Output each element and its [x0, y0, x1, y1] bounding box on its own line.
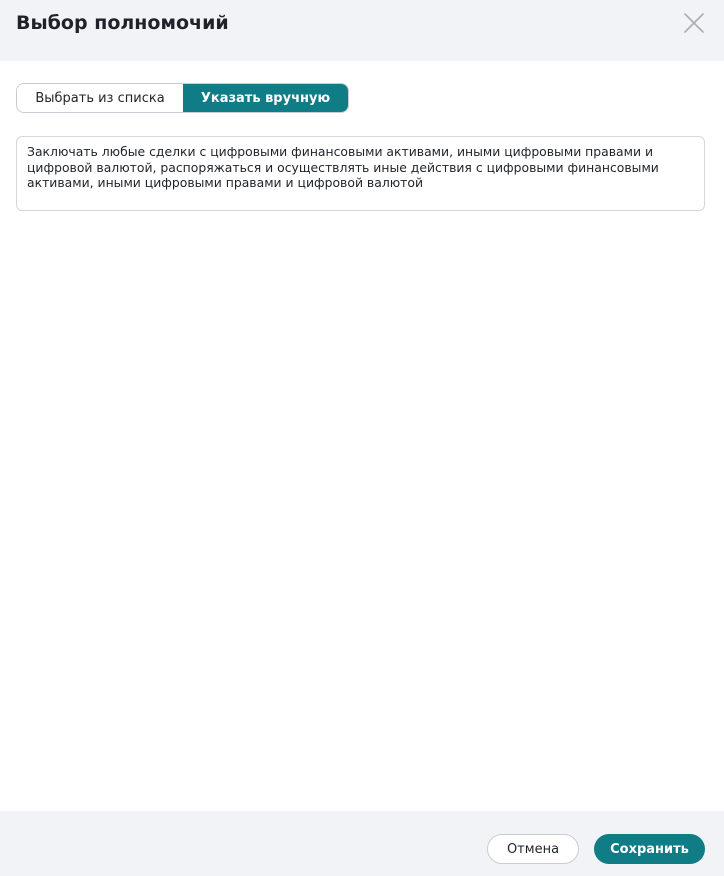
dialog-footer [0, 811, 724, 876]
manual-permissions-textarea[interactable]: Заключать любые сделки с цифровыми финансовыми активами, иными цифровыми правами и цифровой валютой, распоряжаться и осуществлять иные действия с цифровыми финансовыми активами, иными цифровыми правами и цифровой валютой [16, 136, 705, 211]
dialog-title: Выбор полномочий [16, 12, 229, 34]
close-icon [682, 11, 706, 35]
tab-select-from-list[interactable]: Выбрать из списка [17, 84, 183, 112]
cancel-button[interactable]: Отмена [487, 834, 579, 864]
close-button[interactable] [682, 11, 706, 35]
save-button[interactable]: Сохранить [594, 834, 705, 864]
dialog-header [0, 0, 724, 61]
tab-enter-manually[interactable]: Указать вручную [183, 84, 348, 112]
mode-switch [16, 83, 349, 113]
